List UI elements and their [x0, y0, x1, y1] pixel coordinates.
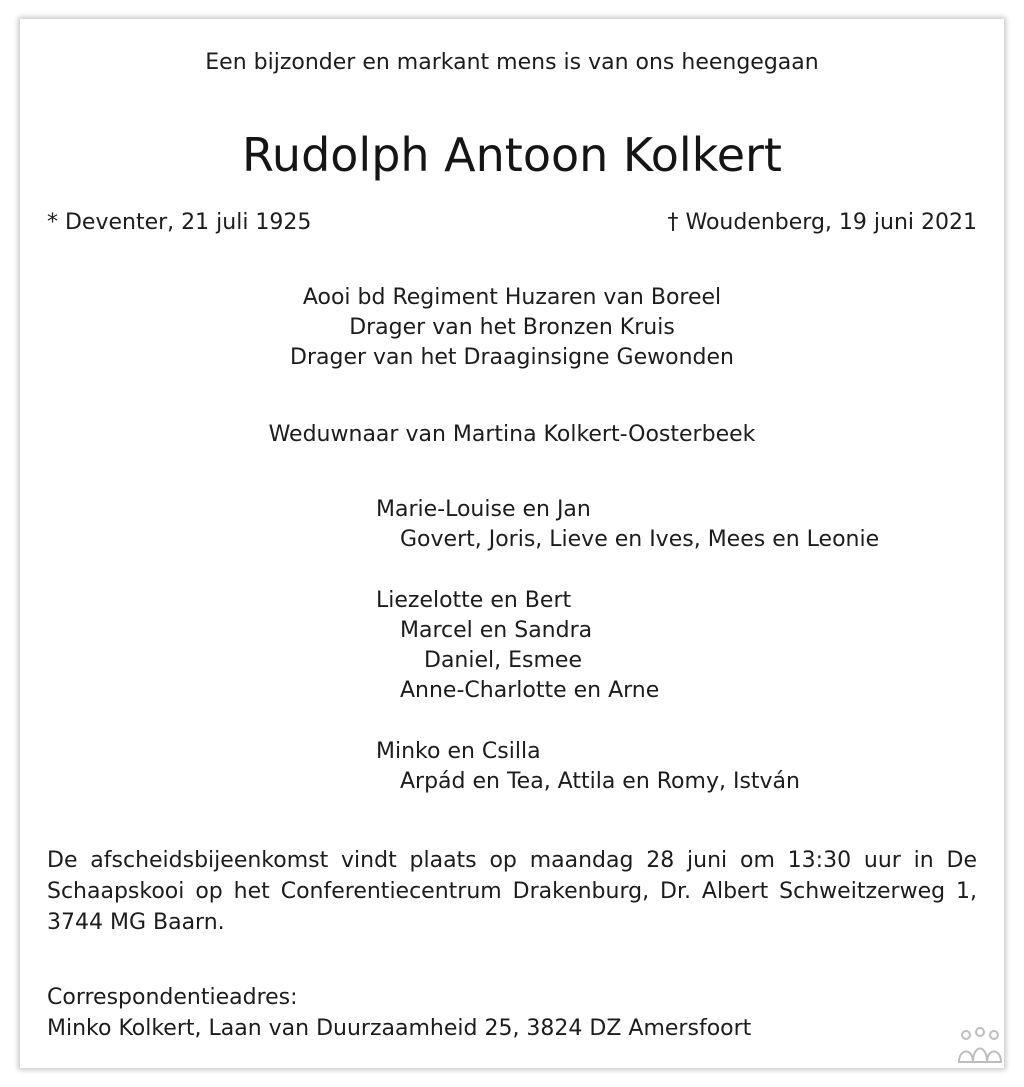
honor-item: Drager van het Bronzen Kruis [349, 315, 675, 340]
death-info: † Woudenberg, 19 juni 2021 [667, 210, 977, 235]
deceased-name: Rudolph Antoon Kolkert [242, 128, 782, 182]
family-parents: Minko en Csilla [376, 739, 541, 764]
family-gap [376, 555, 879, 586]
spouse-line: Weduwnaar van Martina Kolkert-Oosterbeek [268, 422, 756, 447]
people-group-icon [956, 1026, 1004, 1068]
honors-list [20, 283, 1004, 373]
birth-info: * Deventer, 21 juli 1925 [47, 210, 312, 235]
honor-item: Aooi bd Regiment Huzaren van Boreel [302, 285, 722, 310]
honor-item: Drager van het Draaginsigne Gewonden [290, 345, 734, 370]
family-children: Anne-Charlotte en Arne [400, 678, 660, 703]
intro-text: Een bijzonder en markant mens is van ons heengegaan [205, 50, 819, 75]
family-list [376, 495, 879, 797]
family-parents: Marie-Louise en Jan [376, 497, 591, 522]
family-children: Marcel en Sandra [400, 618, 593, 643]
family-children: Govert, Joris, Lieve en Ives, Mees en Leonie [400, 527, 880, 552]
ceremony-details: De afscheidsbijeenkomst vindt plaats op maandag 28 juni om 13:30 uur in De Schaapskooi op het Conferentiecentrum Drakenburg, Dr. Albert Schweitzerweg 1, 3744 MG Baarn. [47, 848, 977, 935]
correspondence-address: Minko Kolkert, Laan van Duurzaamheid 25, 3824 DZ Amersfoort [47, 1016, 752, 1041]
family-children: Arpád en Tea, Attila en Romy, István [400, 769, 800, 794]
family-grandchildren: Daniel, Esmee [424, 648, 582, 673]
correspondence-label: Correspondentieadres: [47, 985, 298, 1010]
obituary-card [20, 19, 1004, 1068]
family-gap [376, 706, 879, 737]
family-parents: Liezelotte en Bert [376, 588, 572, 613]
